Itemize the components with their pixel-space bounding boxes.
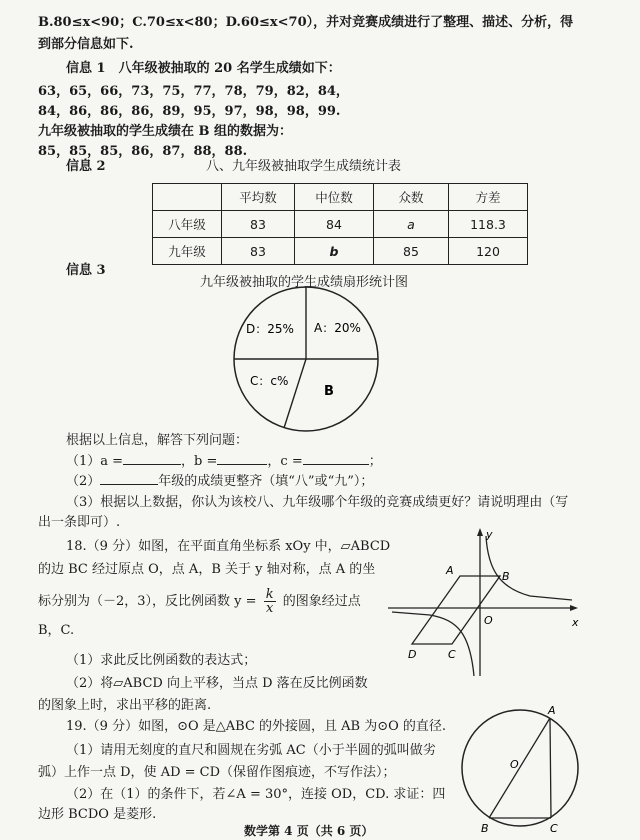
info1-b-row: 85，85，85，86，87，88，88. [38, 144, 248, 159]
problem-19-q2-line-2: 边形 BCDO 是菱形. [38, 807, 157, 822]
circle-label-o: O [510, 758, 519, 771]
table-header-cell: 平均数 [222, 184, 295, 211]
problem-18-line-1: 18.（9 分）如图，在平面直角坐标系 xOy 中，▱ABCD [66, 539, 391, 554]
x-axis-label: x [572, 616, 579, 629]
point-label-b: B [502, 570, 510, 583]
problem-18-line-2: 的边 BC 经过原点 O，点 A，B 关于 y 轴对称，点 A 的坐 [38, 562, 376, 577]
info1-b-title: 九年级被抽取的学生成绩在 B 组的数据为： [38, 124, 293, 139]
q1-end: ； [368, 454, 382, 469]
problem-19-q2-line-1: （2）在（1）的条件下，若∠A = 30°，连接 OD，CD. 求证：四 [66, 787, 446, 802]
intro-line-1: B.80≤x<90；C.70≤x<80；D.60≤x<70），并对竞赛成绩进行了整理、描述、分析，得 [38, 15, 574, 30]
y-axis-label: y [486, 528, 493, 541]
pie-label-d: D：25% [246, 322, 294, 336]
table-cell: 83 [222, 238, 295, 265]
q2-end: 年级的成绩更整齐（填“八”或“九”）； [158, 474, 374, 489]
circle-label-c: C [550, 822, 558, 835]
q1-b-label: ，b = [181, 454, 218, 469]
diameter-ab [489, 718, 550, 818]
table-cell: b [295, 238, 374, 265]
page-footer: 数学第 4 页（共 6 页） [244, 824, 374, 838]
point-label-d: D [408, 648, 417, 661]
q2-start: （2） [66, 474, 101, 489]
info3-label: 信息 3 [66, 263, 106, 278]
problem-19-q1-line-1: （1）请用无刻度的直尺和圆规在劣弧 AC（小于半圆的弧叫做劣 [66, 743, 436, 758]
problem-18-line-4: B，C. [38, 623, 75, 638]
table-cell: 84 [295, 211, 374, 238]
q1-a-label: （1）a = [66, 454, 124, 469]
problem-18-q2-line-2: 的图象上时，求出平移的距离. [38, 698, 212, 713]
fraction-denominator: x [265, 601, 274, 616]
table-cell: 八年级 [153, 211, 222, 238]
table-cell: 九年级 [153, 238, 222, 265]
question-3-line-2: 出一条即可）. [38, 515, 121, 530]
table-header-cell: 众数 [374, 184, 449, 211]
problem-18-q2-line-1: （2）将▱ABCD 向上平移，当点 D 落在反比例函数 [66, 676, 368, 691]
table-header-cell: 中位数 [295, 184, 374, 211]
origin-label: O [484, 614, 493, 627]
fraction-numerator: k [265, 587, 274, 602]
intro-line-2: 到部分信息如下. [38, 37, 134, 52]
table-cell: 120 [449, 238, 528, 265]
problem-19-line-1: 19.（9 分）如图，⊙O 是△ABC 的外接圆，且 AB 为⊙O 的直径. [66, 719, 447, 734]
problem-19-q1-line-2: 弧）上作一点 D，使 AD = CD（保留作图痕迹，不写作法）； [38, 765, 396, 780]
pie-label-a: A：20% [314, 321, 361, 335]
info1-row-2: 84，86，86，86，89，95，97，98，98，99. [38, 104, 341, 119]
question-3-line-1: （3）根据以上数据，你认为该校八、九年级哪个年级的竞赛成绩更好？请说明理由（写 [66, 495, 569, 510]
questions-intro: 根据以上信息，解答下列问题： [66, 433, 249, 448]
circle-label-b: B [481, 822, 489, 835]
pie-title: 九年级被抽取的学生成绩扇形统计图 [200, 275, 409, 290]
point-label-a: A [446, 564, 454, 577]
pie-label-b: B [324, 384, 334, 399]
pie-label-c: C：c% [250, 374, 289, 388]
table-header-cell: 方差 [449, 184, 528, 211]
table-cell: a [374, 211, 449, 238]
info2-label: 信息 2 [66, 159, 106, 174]
problem-18-q1: （1）求此反比例函数的表达式； [66, 653, 257, 668]
table-title: 八、九年级被抽取学生成绩统计表 [206, 159, 402, 174]
info1-title: 信息 1 八年级被抽取的 20 名学生成绩如下： [66, 61, 341, 76]
table-cell: 118.3 [449, 211, 528, 238]
q1-c-label: ，c = [267, 454, 303, 469]
segment-ac [550, 718, 551, 818]
info1-row-1: 63，65，66，73，75，77，78，79，82，84， [38, 84, 349, 99]
point-label-c: C [448, 648, 456, 661]
table-cell: 83 [222, 211, 295, 238]
table-cell: 85 [374, 238, 449, 265]
circle-label-a: A [548, 704, 556, 717]
p18-line-3b: 的图象经过点 [282, 594, 361, 609]
p18-line-3a: 标分别为（－2，3），反比例函数 y = [38, 594, 257, 609]
